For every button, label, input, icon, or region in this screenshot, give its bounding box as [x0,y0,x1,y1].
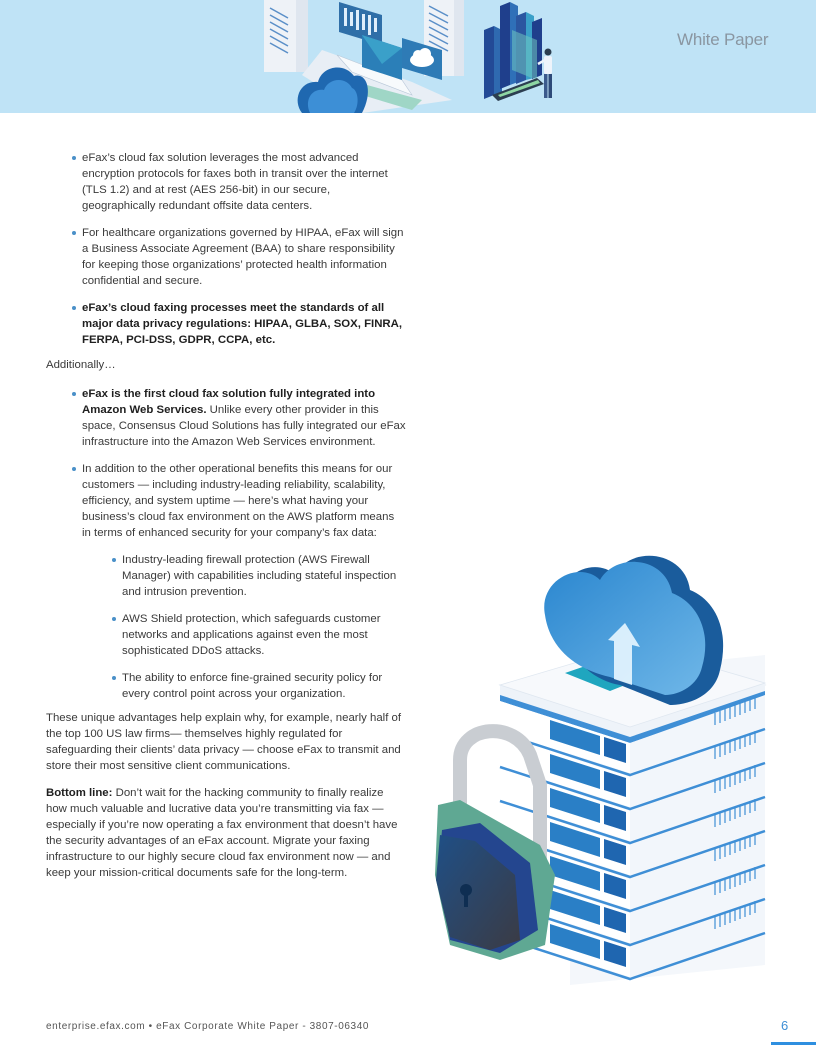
list-item: For healthcare organizations governed by HIPAA, eFax will sign a Business Associate Agreement (BAA) to share responsibility for keeping those organizations’ protected health information confidential and secure. [70,225,406,289]
additionally-text: Additionally… [46,359,116,371]
document-type-title: White Paper [677,30,769,49]
security-illustration [420,545,816,995]
footer-text: enterprise.efax.com • eFax Corporate White Paper - 3807-06340 [46,1021,370,1032]
list-item: eFax’s cloud faxing processes meet the standards of all major data privacy regulations: HIPAA, GLBA, SOX, FINRA, FERPA, PCI-DSS, GDPR, CCPA, etc. [70,300,406,348]
list-item: Industry-leading firewall protection (AWS Firewall Manager) with capabilities including stateful inspection and intrusion prevention. [110,552,406,600]
aws-security-sublist [110,552,406,702]
security-features-list [70,150,406,348]
bar-chart-icon [339,2,382,45]
page-number-underline [771,1042,816,1045]
advantages-paragraph: These unique advantages help explain why, for example, nearly half of the top 100 US law firms— themselves highly regulated for safeguarding their clients’ data privacy — choose eFax to transmit and store their most sensitive client communications. [46,712,402,772]
list-item: eFax’s cloud fax solution leverages the most advanced encryption protocols for faxes both in transit over the internet (TLS 1.2) and at rest (AES 256-bit) in our secure, geographically redundant offsite data centers. [70,150,406,214]
list-item: AWS Shield protection, which safeguards customer networks and applications against even the most sophisticated DDoS attacks. [110,611,406,659]
padlock-icon [435,731,555,960]
list-item: In addition to the other operational benefits this means for our customers — including industry-leading reliability, scalability, efficiency, and system uptime — here’s what having your business’s cloud fax environment on the AWS platform means in terms of enhanced security for your company’s fax data: [70,461,406,541]
body-content [46,150,406,892]
aws-benefits-list [70,386,406,541]
bottom-line-paragraph: Bottom line: Don’t wait for the hacking community to finally realize how much valuable and lucrative data you’re transmitting via fax — especially if you’re now operating a fax environment that doesn’t have the security advantages of an eFax account. Migrate your faxing infrastructure to our highly secure cloud fax environment now — and keep your mission-critical documents safe for the long-term. [46,787,398,879]
bar-columns [484,2,544,101]
header-banner [0,0,816,113]
page-number: 6 [781,1018,789,1033]
bottom-line-label: Bottom line: [46,787,113,799]
server-rack-icon [264,0,308,72]
list-item: The ability to enforce fine-grained security policy for every control point across your organization. [110,670,406,702]
list-item: eFax is the first cloud fax solution fully integrated into Amazon Web Services. Unlike every other provider in this space, Consensus Cloud Solutions has fully integrated our eFax infrastructure into the Amazon Web Services environment. [70,386,406,450]
banner-illustration [262,0,562,113]
